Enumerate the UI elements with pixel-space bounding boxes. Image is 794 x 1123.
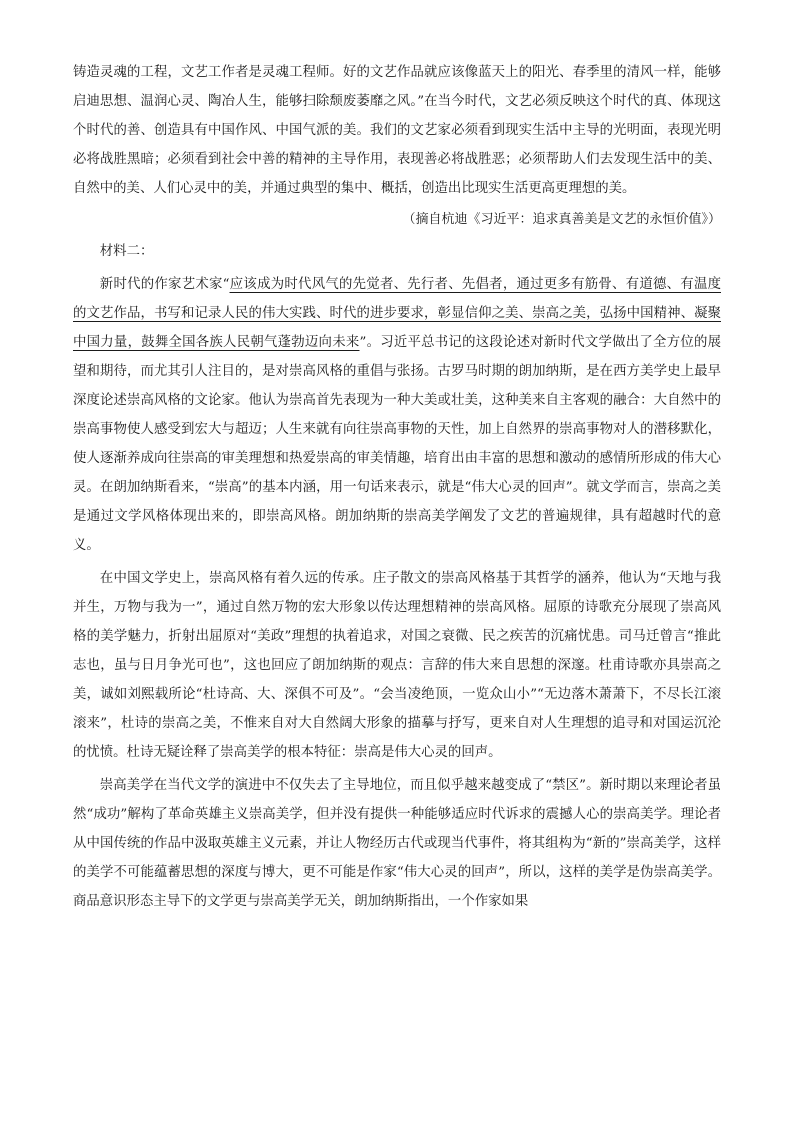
material-two-label: 材料二：: [99, 244, 154, 259]
document-page: [73, 58, 721, 916]
paragraph-1: 铸造灵魂的工程，文艺工作者是灵魂工程师。好的文艺作品就应该像蓝天上的阳光、春季里的清风一样，能够启迪思想、温润心灵、陶冶人生，能够扫除颓废萎靡之风。”在当今时代，文艺必须反映这个时代的真、体现这个时代的善、创造具有中国作风、中国气派的美。我们的文艺家必须看到现实生活中主导的光明面，表现光明必将战胜黑暗；必须看到社会中善的精神的主导作用，表现善必将战胜恶；必须帮助人们去发现生活中的美、自然中的美、人们心灵中的美，并通过典型的集中、概括，创造出比现实生活更高更理想的美。: [73, 65, 721, 196]
underlined-quote: 应该成为时代风气的先觉者、先行者、先倡者，通过更多有筋骨、有道德、有温度的文艺作品，书写和记录人民的伟大实践、时代的进步要求，彰显信仰之美、崇高之美，弘扬中国精神、凝聚中国力量，鼓舞全国各族人民朝气蓬勃迈向未来: [73, 277, 721, 350]
paragraph-4: 崇高美学在当代文学的演进中不仅失去了主导地位，而且似乎越来越变成了“禁区”。新时期以来理论者虽然“成功”解构了革命英雄主义崇高美学，但并没有提供一种能够适应时代诉求的震撼人心的崇高美学。理论者从中国传统的作品中汲取英雄主义元素，并让人物经历古代或现当代事件，将其组构为“新的”崇高美学，这样的美学不可能蕴蓄思想的深度与博大，更不可能是作家“伟大心灵的回声”，所以，这样的美学是伪崇高美学。商品意识形态主导下的文学更与崇高美学无关，朗加纳斯指出，一个作家如果: [73, 778, 721, 909]
paragraph-3: 在中国文学史上，崇高风格有着久远的传承。庄子散文的崇高风格基于其哲学的涵养，他认为“天地与我并生，万物与我为一”，通过自然万物的宏大形象以传达理想精神的崇高风格。屈原的诗歌充分展现了崇高风格的美学魅力，折射出屈原对“美政”理想的执着追求，对国之衰微、民之疾苦的沉痛忧患。司马迁曾言“推此志也，虽与日月争光可也”，这也回应了朗加纳斯的观点：言辞的伟大来自思想的深邃。杜甫诗歌亦具崇高之美，诚如刘熙载所论“杜诗高、大、深俱不可及”。“会当凌绝顶，一览众山小”“无边落木萧萧下，不尽长江滚滚来”，杜诗的崇高之美，不惟来自对大自然阔大形象的描摹与抒写，更来自对人生理想的追寻和对国运沉沦的忧愤。杜诗无疑诠释了崇高美学的根本特征：崇高是伟大心灵的回声。: [73, 571, 721, 760]
paragraph-2: [73, 270, 721, 560]
source-citation: （摘自杭迪《习近平：追求真善美是文艺的永恒价值》）: [402, 212, 721, 227]
paragraph-2-rest: ”。习近平总书记的这段论述对新时代文学做出了全方位的展望和期待，而尤其引人注目的，是对崇高风格的重倡与张扬。古罗马时期的朗加纳斯，是在西方美学史上最早深度论述崇高风格的文论家。他认为崇高首先表现为一种大美或壮美，这种美来自主客观的融合：大自然中的崇高事物使人感受到宏大与超迈；人生来就有向往崇高事物的天性，加上自然界的崇高事物对人的潜移默化，使人逐渐养成向往崇高的审美理想和热爱崇高的审美情趣，培育出由丰富的思想和激动的感情所形成的伟大心灵。在朗加纳斯看来，“崇高”的基本内涵，用一句话来表示，就是“伟大心灵的回声”。就文学而言，崇高之美是通过文学风格体现出来的，即崇高风格。朗加纳斯的崇高美学阐发了文艺的普遍规律，具有超越时代的意义。: [73, 335, 722, 553]
paragraph-2-prefix: 新时代的作家艺术家“: [99, 277, 230, 292]
